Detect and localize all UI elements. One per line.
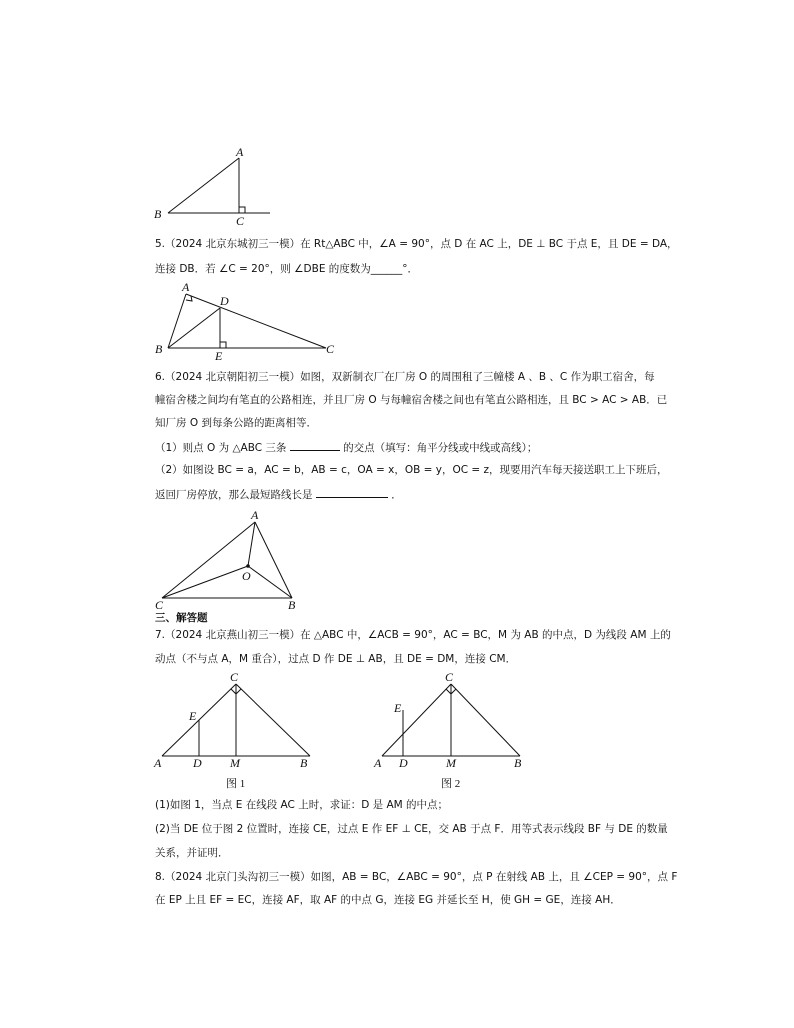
figure-q7-2 <box>370 670 535 795</box>
label-e: E <box>215 349 223 363</box>
label-b: B <box>300 756 308 770</box>
q6-part1-suffix: 的交点（填写：角平分线或中线或高线）； <box>343 442 538 454</box>
q6-part2b <box>155 487 645 502</box>
label-c: C <box>236 214 245 228</box>
label-d: D <box>193 756 202 770</box>
label-b: B <box>288 598 296 612</box>
section-title: 三、解答题 <box>155 612 208 624</box>
caption-fig2: 图 2 <box>441 778 461 790</box>
q7-line2: 动点（不与点 A，M 重合），过点 D 作 DE ⊥ AB，且 DE = DM，连接 CM． <box>155 653 517 665</box>
q6-part1-prefix: （1）则点 O 为 △ABC 三条 <box>155 442 287 454</box>
q6-part2b-text: 返回厂房停放，那么最短路线长是 <box>155 489 313 501</box>
q6-blank-1 <box>290 440 340 451</box>
q5-line1: 5.（2024 北京东城初三一模）在 Rt△ABC 中，∠A = 90°，点 D 在 AC 上，DE ⊥ BC 于点 E，且 DE = DA， <box>155 238 678 250</box>
figure-q7-1 <box>150 670 325 795</box>
q6-line1: 6.（2024 北京朝阳初三一模）如图，双新制衣厂在厂房 O 的周围租了三幢楼 A 、B 、C 作为职工宿舍，每 <box>155 371 655 383</box>
figure-q5 <box>150 282 350 362</box>
label-a: A <box>236 145 244 159</box>
q7-sub2-line1: (2)当 DE 位于图 2 位置时，连接 CE，过点 E 作 EF ⊥ CE，交 AB 于点 F．用等式表示线段 BF 与 DE 的数量 <box>155 823 668 835</box>
label-b: B <box>154 207 162 221</box>
label-e: E <box>189 709 197 723</box>
q6-part2b-end: ． <box>391 489 402 501</box>
label-c: C <box>230 670 239 684</box>
q8-line2: 在 EP 上且 EF = EC，连接 AF，取 AF 的中点 G，连接 EG 并延长至 H，使 GH = GE，连接 AH． <box>155 894 621 906</box>
figure-q6 <box>150 506 310 611</box>
label-b: B <box>155 342 163 356</box>
label-a: A <box>182 280 190 294</box>
q6-blank-2 <box>316 487 388 498</box>
label-m: M <box>446 756 456 770</box>
q8-line1: 8.（2024 北京门头沟初三一模）如图，AB = BC，∠ABC = 90°，点 P 在射线 AB 上，且 ∠CEP = 90°，点 F <box>155 871 678 883</box>
q6-part2: （2）如图设 BC = a，AC = b，AB = c，OA = x，OB = y，OC = z，现要用汽车每天接送职工上下班后， <box>155 464 668 476</box>
q6-line2: 幢宿舍楼之间均有笔直的公路相连，并且厂房 O 与每幢宿舍楼之间也有笔直公路相连，且 BC > AC > AB．已 <box>155 394 668 406</box>
q7-sub2-line2: 关系，并证明． <box>155 847 229 859</box>
label-c: C <box>155 598 164 612</box>
label-o: O <box>242 569 251 583</box>
label-a: A <box>374 756 382 770</box>
label-d: D <box>399 756 408 770</box>
q6-part1 <box>155 440 645 455</box>
label-a: A <box>251 508 259 522</box>
label-a: A <box>154 756 162 770</box>
q7-sub1: (1)如图 1，当点 E 在线段 AC 上时，求证：D 是 AM 的中点； <box>155 799 449 811</box>
q7-line1: 7.（2024 北京燕山初三一模）在 △ABC 中，∠ACB = 90°，AC = BC，M 为 AB 的中点，D 为线段 AM 上的 <box>155 629 671 641</box>
q5-line2: 连接 DB．若 ∠C = 20°，则 ∠DBE 的度数为______°． <box>155 263 419 275</box>
q6-line3: 知厂房 O 到每条公路的距离相等． <box>155 417 317 429</box>
label-m: M <box>230 756 240 770</box>
label-c: C <box>326 342 335 356</box>
label-b: B <box>514 756 522 770</box>
label-e: E <box>394 701 402 715</box>
label-c: C <box>445 670 454 684</box>
label-d: D <box>220 294 229 308</box>
caption-fig1: 图 1 <box>226 778 246 790</box>
figure-triangle-abc-top <box>150 145 280 230</box>
